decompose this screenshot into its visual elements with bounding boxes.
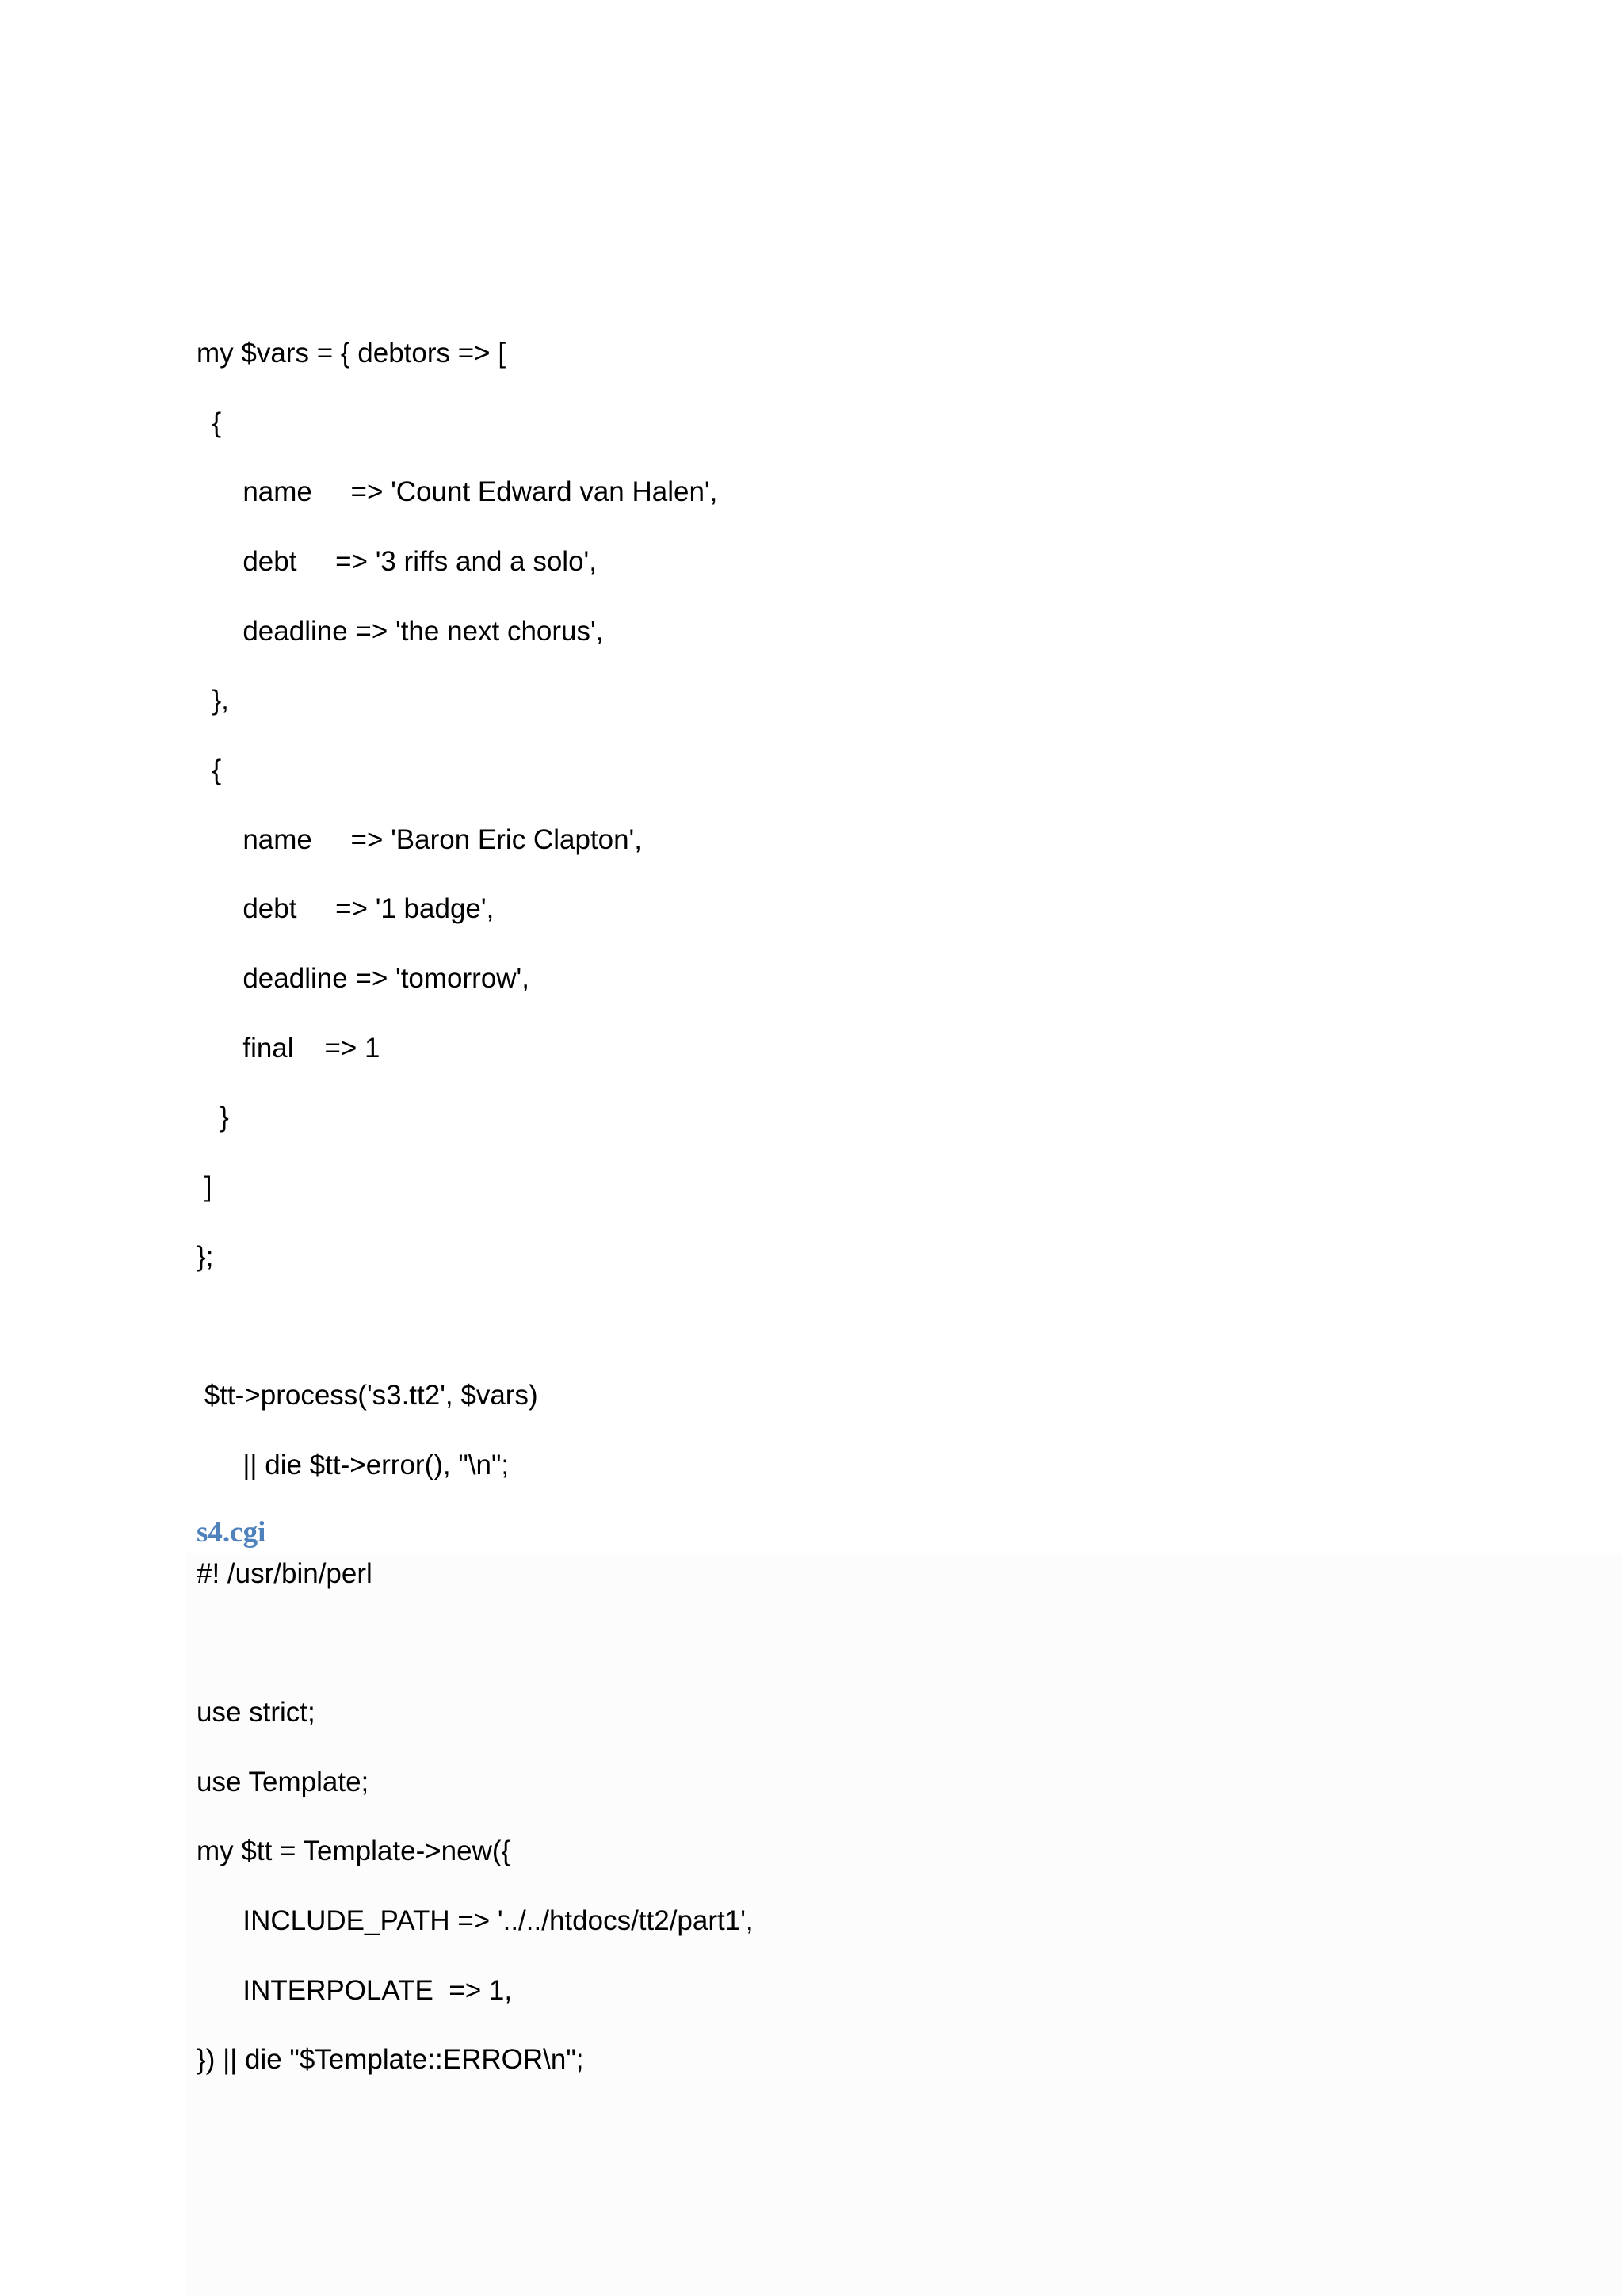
code-line: name => 'Baron Eric Clapton', — [197, 824, 642, 855]
section-heading: s4.cgi — [197, 1516, 266, 1549]
code-line: INTERPOLATE => 1, — [197, 1975, 513, 2006]
code-line: deadline => 'the next chorus', — [197, 616, 604, 647]
code-line: ] — [197, 1171, 212, 1202]
code-line: }, — [197, 685, 229, 716]
code-line: deadline => 'tomorrow', — [197, 963, 529, 994]
code-line: }; — [197, 1241, 214, 1272]
code-line: debt => '1 badge', — [197, 893, 495, 924]
code-line: debt => '3 riffs and a solo', — [197, 546, 597, 577]
code-line: name => 'Count Edward van Halen', — [197, 476, 718, 507]
code-line: } — [197, 1102, 229, 1133]
code-line: INCLUDE_PATH => '../../htdocs/tt2/part1', — [197, 1905, 754, 1936]
code-line: my $tt = Template->new({ — [197, 1836, 511, 1866]
code-line: $tt->process('s3.tt2', $vars) — [197, 1380, 538, 1411]
code-line: { — [197, 755, 222, 785]
code-line: || die $tt->error(), "\n"; — [197, 1450, 510, 1480]
code-line: { — [197, 407, 222, 438]
code-line: #! /usr/bin/perl — [197, 1558, 372, 1589]
code-line: }) || die "$Template::ERROR\n"; — [197, 2044, 584, 2075]
code-line: use strict; — [197, 1697, 315, 1728]
code-line: final => 1 — [197, 1033, 380, 1064]
code-line: my $vars = { debtors => [ — [197, 338, 506, 369]
code-line: use Template; — [197, 1767, 369, 1797]
